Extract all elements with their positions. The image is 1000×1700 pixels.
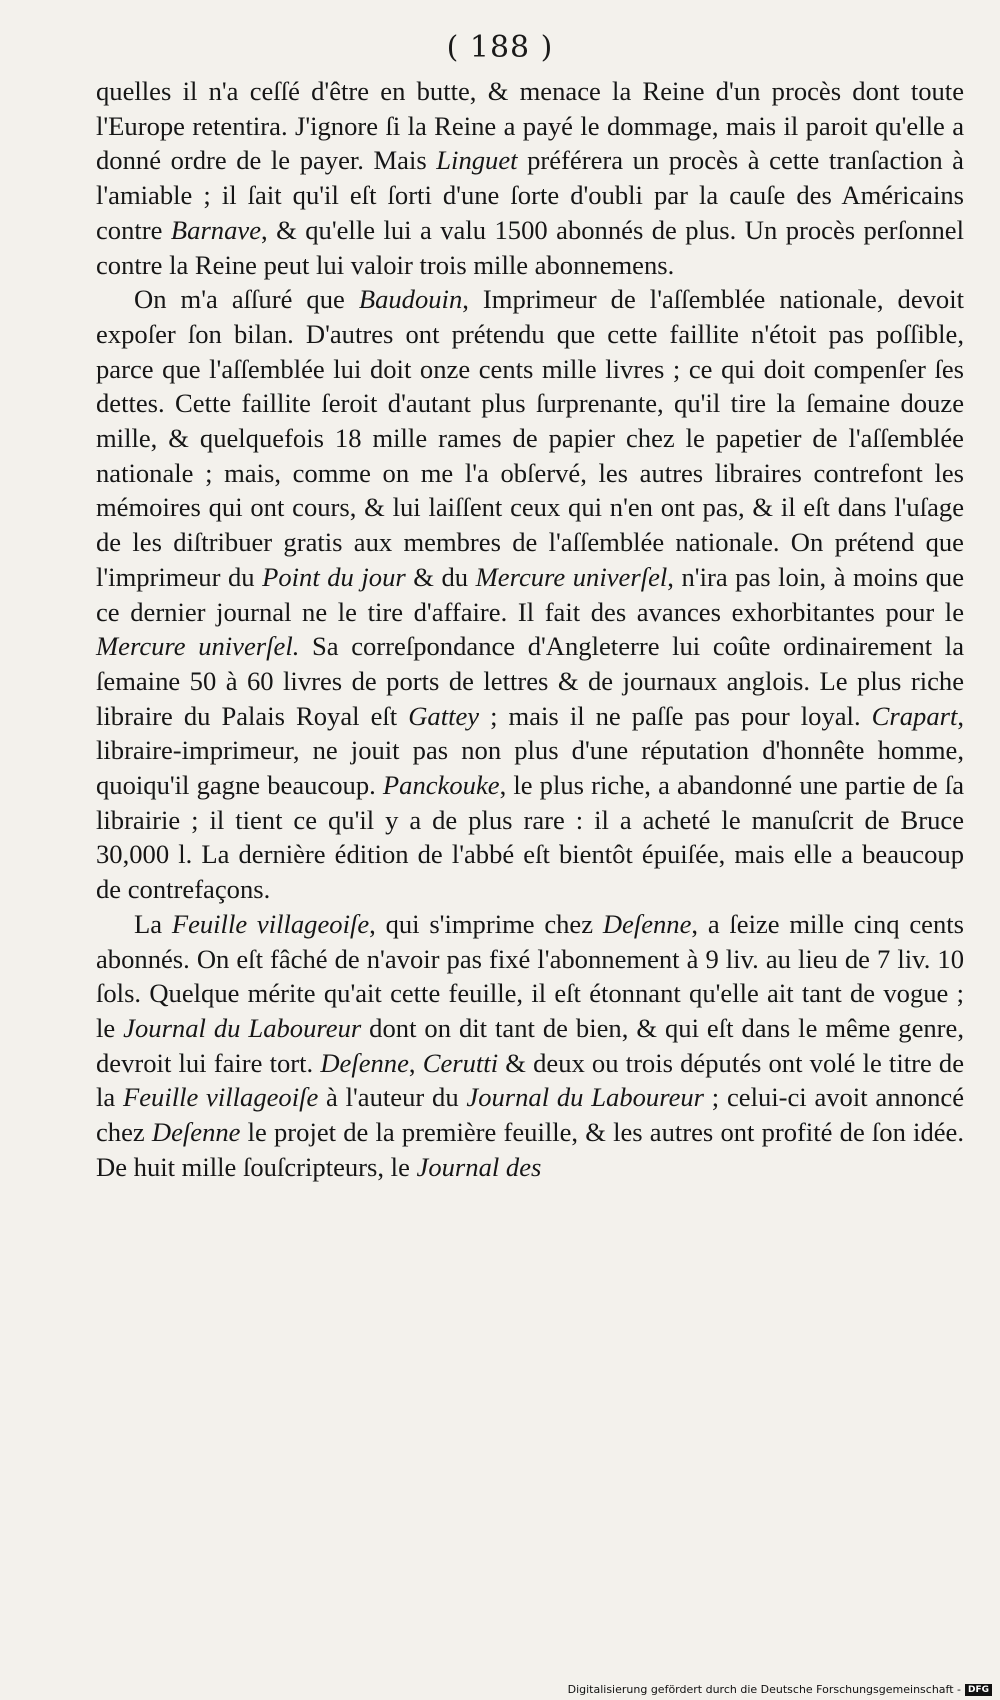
page-number: ( 188 ) bbox=[446, 30, 554, 65]
italic-run: Baudouin bbox=[358, 284, 463, 315]
italic-run: Feuille villageoiſe bbox=[122, 1082, 319, 1113]
italic-run: Panckouke bbox=[382, 770, 500, 801]
italic-run: Journal des bbox=[416, 1151, 542, 1182]
text-run: , n'ira pas loin, à moins que ce dernier journal ne le tire d'affaire. Il fait des avances exhorbitantes pour le bbox=[96, 561, 964, 627]
italic-run: Feuille villageoiſe bbox=[171, 908, 370, 939]
text-run: le projet de la première feuille, & les autres ont profité de ſon idée. De huit mille ſouſcripteurs, le bbox=[96, 1117, 964, 1182]
paragraph-1 bbox=[96, 74, 964, 282]
text-run: quelles il n'a ceſſé d'être en butte, & menace la Reine d'un procès dont toute l'Europe retentira. J'ignore ſi la Reine a payé le dommage, mais il paroit qu'elle a donné ordre de le payer. Mais bbox=[96, 76, 964, 176]
text-run: dont on dit tant de bien, & qui eſt dans le même genre, devroit lui faire tort. bbox=[96, 1012, 964, 1078]
text-run: Sa correſpondance d'Angleterre lui coûte ordinairement la ſemaine 50 à 60 livres de ports de lettres & de journaux anglois. Le plus riche libraire du Palais Royal eſt bbox=[96, 631, 964, 731]
digitization-credit bbox=[568, 1683, 992, 1696]
italic-run: Deſenne bbox=[151, 1117, 241, 1148]
text-run: , qui s'imprime chez bbox=[369, 908, 603, 939]
italic-run: Linguet bbox=[436, 145, 518, 176]
text-run: , libraire-imprimeur, ne jouit pas non plus d'une réputation d'honnête homme, quoiqu'il gagne beaucoup. bbox=[96, 700, 965, 801]
italic-run: Deſenne bbox=[602, 908, 692, 939]
paragraph-2 bbox=[96, 282, 964, 907]
italic-run: Mercure univerſel. bbox=[96, 631, 300, 662]
text-run: , bbox=[408, 1047, 423, 1078]
text-run: , a ſeize mille cinq cents abonnés. On eſt fâché de n'avoir pas fixé l'abonnement à 9 liv. au lieu de 7 liv. 10 ſols. Quelque mérite qu'ait cette feuille, il eſt étonnant qu'elle ait tant de vogue ; le bbox=[96, 908, 964, 1043]
text-run: & du bbox=[405, 561, 476, 592]
text-run: , & qu'elle lui a valu 1500 abonnés de plus. Un procès perſonnel contre la Reine peut lui valoir trois mille abonnemens. bbox=[96, 214, 964, 280]
text-run: , Imprimeur de l'aſſemblée nationale, devoit expoſer ſon bilan. D'autres ont prétendu que cette faillite n'étoit pas poſſible, parce que l'aſſemblée lui doit onze cents mille livres ; ce qui doit compenſer ſes dettes. Cette faillite ſeroit d'autant plus ſurprenante, qu'il tire la ſemaine douze mille, & quelquefois 18 mille rames de papier chez le papetier de l'aſſemblée nationale ; mais, comme on me l'a obſervé, les autres libraires contrefont les mémoires qui ont cours, & lui laiſſent ceux qui n'en ont pas, & il eſt dans l'uſage de les diſtribuer gratis aux membres de l'aſſemblée nationale. On prétend que l'imprimeur du bbox=[96, 284, 964, 592]
text-run: ; celui-ci avoit annoncé chez bbox=[96, 1082, 964, 1148]
paragraph-3 bbox=[96, 907, 964, 1185]
italic-run: Deſenne bbox=[320, 1047, 409, 1078]
italic-run: Point du jour bbox=[262, 561, 406, 592]
body-text bbox=[96, 74, 964, 1185]
text-run: La bbox=[134, 908, 172, 939]
italic-run: Barnave bbox=[170, 214, 261, 245]
text-run: ; mais il ne paſſe pas pour loyal. bbox=[479, 700, 872, 731]
italic-run: Crapart bbox=[871, 700, 958, 731]
dfg-logo-icon: DFG bbox=[965, 1684, 992, 1696]
italic-run: Gattey bbox=[408, 700, 480, 731]
text-run: préférera un procès à cette tranſaction à l'amiable ; il ſait qu'il eſt ſorti d'une ſorte d'oubli par la cauſe des Américains contre bbox=[96, 145, 964, 245]
credit-text: Digitalisierung gefördert durch die Deutsche Forschungsgemeinschaft - bbox=[567, 1683, 961, 1696]
italic-run: Journal du Laboureur bbox=[123, 1012, 362, 1043]
text-run: On m'a aſſuré que bbox=[134, 284, 359, 315]
text-run: à l'auteur du bbox=[318, 1082, 467, 1113]
text-run: , le plus riche, a abandonné une partie de ſa librairie ; il tient ce qu'il y a de plus rare : il a acheté le manuſcrit de Bruce 30,000 l. La dernière édition de l'abbé eſt bientôt épuiſée, mais elle a beaucoup de contrefaçons. bbox=[96, 770, 964, 905]
italic-run: Cerutti bbox=[422, 1047, 499, 1078]
italic-run: Journal du Laboureur bbox=[466, 1082, 705, 1113]
text-run: & deux ou trois députés ont volé le titre de la bbox=[96, 1047, 965, 1113]
italic-run: Mercure univerſel bbox=[475, 561, 668, 592]
